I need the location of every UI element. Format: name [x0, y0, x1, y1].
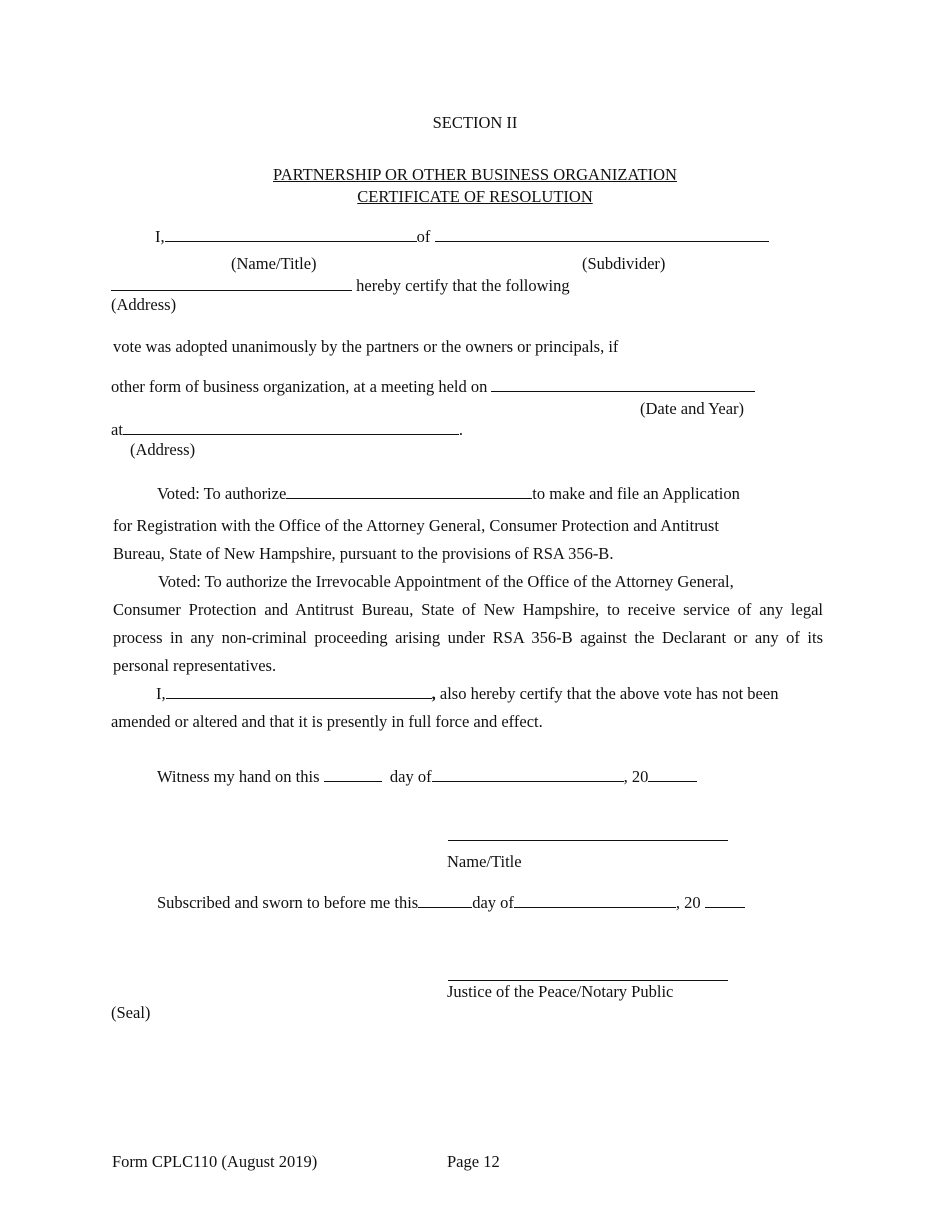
- affirm-suffix: also hereby certify that the above vote has not been: [439, 684, 779, 703]
- witness-line: [157, 767, 697, 787]
- hereby-certify-text: hereby certify that the following: [356, 276, 570, 295]
- meeting-line: [111, 377, 755, 397]
- meeting-address-field[interactable]: [123, 420, 459, 435]
- name-title-caption: (Name/Title): [231, 254, 317, 273]
- sworn-month-field[interactable]: [514, 893, 676, 908]
- affirm-comma: ,: [431, 684, 436, 703]
- affirm-line2: amended or altered and that it is presently in full force and effect.: [111, 712, 543, 731]
- meeting-address-line: [111, 420, 463, 440]
- witness-day-of: day of: [389, 767, 432, 786]
- sworn-day-field[interactable]: [418, 893, 472, 908]
- notary-signature-line[interactable]: [448, 980, 728, 981]
- section-heading: SECTION II: [432, 113, 518, 132]
- date-year-caption: (Date and Year): [640, 399, 745, 418]
- certify-line: [155, 227, 769, 247]
- witness-prefix: Witness my hand on this: [157, 767, 320, 786]
- signature-caption: Name/Title: [447, 852, 522, 871]
- form-title-line2: CERTIFICATE OF RESOLUTION: [357, 187, 593, 206]
- resolution2-line3: process in any non-criminal proceeding arising under RSA 356-B against the Declarant or any of its: [113, 628, 823, 647]
- resolution1-suffix: to make and file an Application: [532, 484, 740, 503]
- signature-line[interactable]: [448, 840, 728, 841]
- resolution2-line1: Voted: To authorize the Irrevocable Appointment of the Office of the Attorney General,: [158, 572, 734, 591]
- witness-year-prefix: , 20: [623, 767, 649, 786]
- sworn-day-of: day of: [472, 893, 514, 912]
- at-prefix: at: [111, 420, 123, 439]
- witness-day-field[interactable]: [324, 767, 382, 782]
- witness-month-field[interactable]: [432, 767, 624, 782]
- affirm-name-field[interactable]: [166, 684, 432, 699]
- certify-i-prefix: I,: [155, 227, 165, 246]
- sworn-prefix: Subscribed and sworn to before me this: [157, 893, 419, 912]
- authorized-person-field[interactable]: [286, 484, 532, 499]
- witness-year-field[interactable]: [648, 767, 697, 782]
- footer-form-id: Form CPLC110 (August 2019): [112, 1152, 318, 1171]
- at-suffix: .: [458, 420, 464, 439]
- resolution1-prefix: Voted: To authorize: [157, 484, 287, 503]
- affirm-line1: [156, 684, 778, 704]
- address-field[interactable]: [111, 276, 352, 291]
- footer-page-number: Page 12: [447, 1152, 500, 1171]
- resolution2-line4: personal representatives.: [113, 656, 277, 675]
- form-title-line1: PARTNERSHIP OR OTHER BUSINESS ORGANIZATION: [273, 165, 677, 184]
- meeting-address-caption: (Address): [130, 440, 196, 459]
- resolution1-line2: for Registration with the Office of the Attorney General, Consumer Protection and Antitrust: [113, 516, 719, 535]
- notary-caption: Justice of the Peace/Notary Public: [447, 982, 674, 1001]
- certify-of-label: of: [416, 227, 431, 246]
- subdivider-caption: (Subdivider): [582, 254, 666, 273]
- affirm-prefix: I,: [156, 684, 166, 703]
- name-title-field[interactable]: [165, 227, 417, 242]
- meeting-text: other form of business organization, at a meeting held on: [111, 377, 488, 396]
- sworn-year-field[interactable]: [705, 893, 745, 908]
- seal-label: (Seal): [111, 1003, 151, 1022]
- vote-text-line1: vote was adopted unanimously by the partners or the owners or principals, if: [113, 337, 619, 356]
- resolution1-line3: Bureau, State of New Hampshire, pursuant to the provisions of RSA 356-B.: [113, 544, 614, 563]
- resolution1-line1: [157, 484, 740, 504]
- address-certify-line: [111, 276, 570, 296]
- address-caption: (Address): [111, 295, 177, 314]
- sworn-line: [157, 893, 745, 913]
- meeting-date-field[interactable]: [491, 377, 755, 392]
- sworn-year-prefix: , 20: [675, 893, 701, 912]
- resolution2-line2: Consumer Protection and Antitrust Bureau, State of New Hampshire, to receive service of any legal: [113, 600, 823, 619]
- subdivider-field[interactable]: [435, 227, 769, 242]
